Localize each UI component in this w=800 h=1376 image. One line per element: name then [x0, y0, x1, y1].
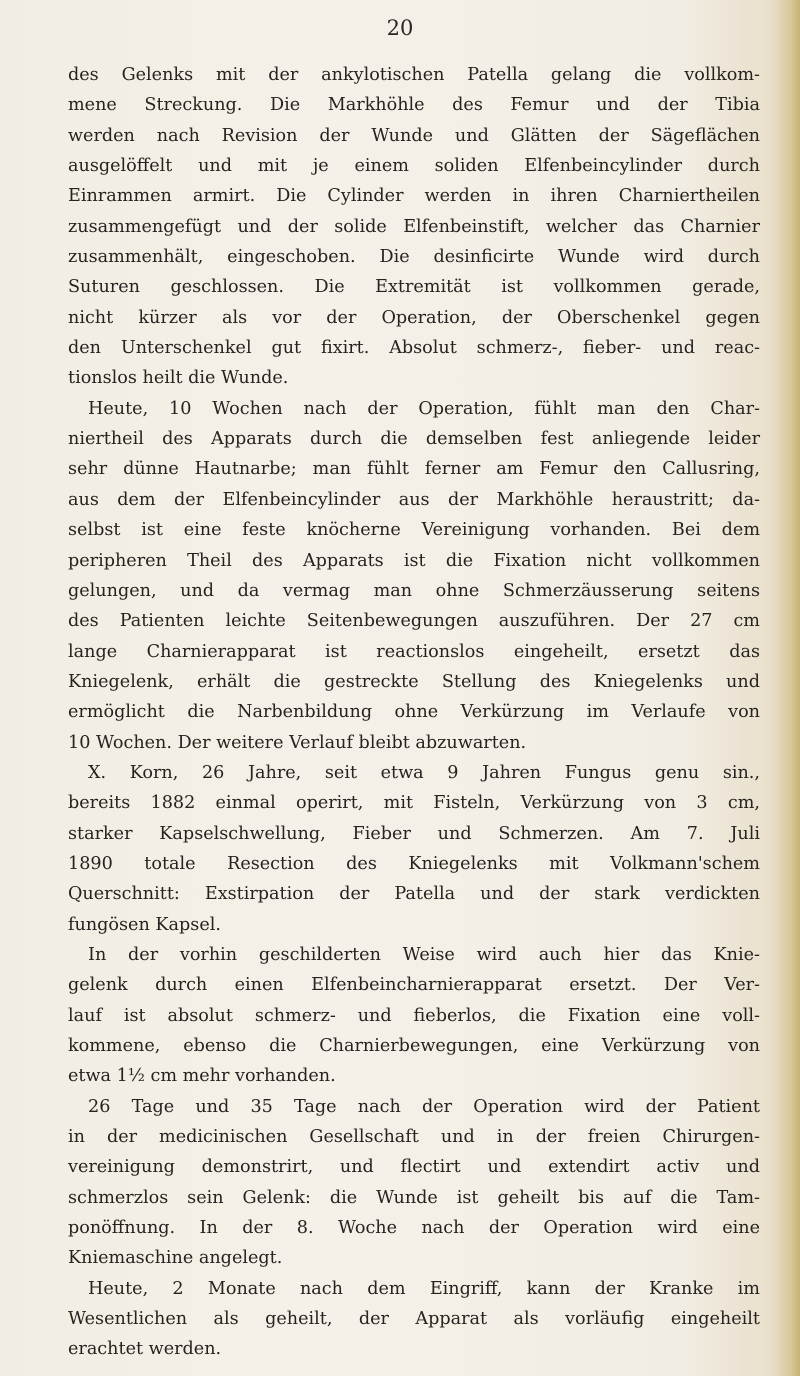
text-line: tionslos heilt die Wunde.	[68, 368, 289, 389]
text-line: Querschnitt: Exstirpation der Patella und der stark verdickten	[68, 884, 760, 905]
text-line: Kniegelenk, erhält die gestreckte Stellung des Kniegelenks und	[68, 671, 760, 692]
text-line: werden nach Revision der Wunde und Glätten der Sägeflächen	[68, 125, 760, 146]
text-line: des Gelenks mit der ankylotischen Patella gelang die vollkom-	[68, 65, 760, 85]
text-line: zusammengefügt und der solide Elfenbeinstift, welcher das Charnier	[68, 216, 760, 237]
text-line: etwa 1½ cm mehr vorhanden.	[68, 1066, 336, 1087]
text-line: ausgelöffelt und mit je einem soliden Elfenbeincylinder durch	[68, 156, 760, 177]
text-line: bereits 1882 einmal operirt, mit Fisteln, Verkürzung von 3 cm,	[68, 793, 760, 814]
text-line: Wesentlichen als geheilt, der Apparat als vorläufig eingeheilt	[68, 1309, 760, 1330]
text-line: peripheren Theil des Apparats ist die Fixation nicht vollkommen	[68, 550, 760, 571]
text-line: gelungen, und da vermag man ohne Schmerzäusserung seitens	[68, 580, 760, 601]
text-line: In der vorhin geschilderten Weise wird auch hier das Knie-	[88, 944, 760, 965]
page-edge-discoloration	[776, 0, 800, 1376]
text-line: fungösen Kapsel.	[68, 914, 221, 935]
text-line: niertheil des Apparats durch die demselben fest anliegende leider	[68, 429, 760, 450]
text-line: ponöffnung. In der 8. Woche nach der Operation wird eine	[68, 1218, 760, 1239]
text-line: nicht kürzer als vor der Operation, der Oberschenkel gegen	[68, 307, 760, 328]
text-line: Heute, 10 Wochen nach der Operation, fühlt man den Char-	[88, 398, 760, 419]
text-line: Kniemaschine angelegt.	[68, 1248, 283, 1269]
text-line: vereinigung demonstrirt, und flectirt und extendirt activ und	[68, 1157, 760, 1178]
text-line: starker Kapselschwellung, Fieber und Schmerzen. Am 7. Juli	[68, 823, 760, 844]
text-line: Einrammen armirt. Die Cylinder werden in ihren Charniertheilen	[68, 186, 760, 207]
text-line: X. Korn, 26 Jahre, seit etwa 9 Jahren Fungus genu sin.,	[88, 762, 760, 783]
text-line: lauf ist absolut schmerz- und fieberlos, die Fixation eine voll-	[68, 1005, 760, 1026]
text-line: erachtet werden.	[68, 1339, 222, 1360]
text-line: 26 Tage und 35 Tage nach der Operation wird der Patient	[88, 1096, 760, 1117]
text-line: kommene, ebenso die Charnierbewegungen, eine Verkürzung von	[68, 1036, 760, 1056]
text-line: selbst ist eine feste knöcherne Vereinigung vorhanden. Bei dem	[68, 520, 760, 541]
text-line: lange Charnierapparat ist reactionslos eingeheilt, ersetzt das	[68, 641, 760, 662]
text-line: schmerzlos sein Gelenk: die Wunde ist geheilt bis auf die Tam-	[68, 1187, 760, 1208]
text-line: des Patienten leichte Seitenbewegungen auszuführen. Der 27 cm	[68, 611, 760, 632]
text-line: den Unterschenkel gut fixirt. Absolut schmerz-, fieber- und reac-	[68, 338, 760, 359]
text-line: in der medicinischen Gesellschaft und in der freien Chirurgen-	[68, 1127, 760, 1148]
text-line: sehr dünne Hautnarbe; man fühlt ferner am Femur den Callusring,	[68, 459, 760, 480]
text-line: mene Streckung. Die Markhöhle des Femur und der Tibia	[68, 95, 760, 116]
body-text	[68, 60, 760, 1365]
text-line: aus dem der Elfenbeincylinder aus der Markhöhle heraustritt; da-	[68, 489, 760, 510]
text-line: 10 Wochen. Der weitere Verlauf bleibt abzuwarten.	[68, 732, 527, 753]
text-line: gelenk durch einen Elfenbeincharnierapparat ersetzt. Der Ver-	[68, 975, 760, 996]
text-line: ermöglicht die Narbenbildung ohne Verkürzung im Verlaufe von	[68, 702, 760, 723]
text-line: zusammenhält, eingeschoben. Die desinficirte Wunde wird durch	[68, 247, 760, 268]
text-line: Suturen geschlossen. Die Extremität ist vollkommen gerade,	[68, 277, 760, 298]
text-line: Heute, 2 Monate nach dem Eingriff, kann der Kranke im	[88, 1278, 760, 1299]
page-number: 20	[386, 16, 414, 40]
text-line: 1890 totale Resection des Kniegelenks mit Volkmann'schem	[68, 853, 760, 874]
